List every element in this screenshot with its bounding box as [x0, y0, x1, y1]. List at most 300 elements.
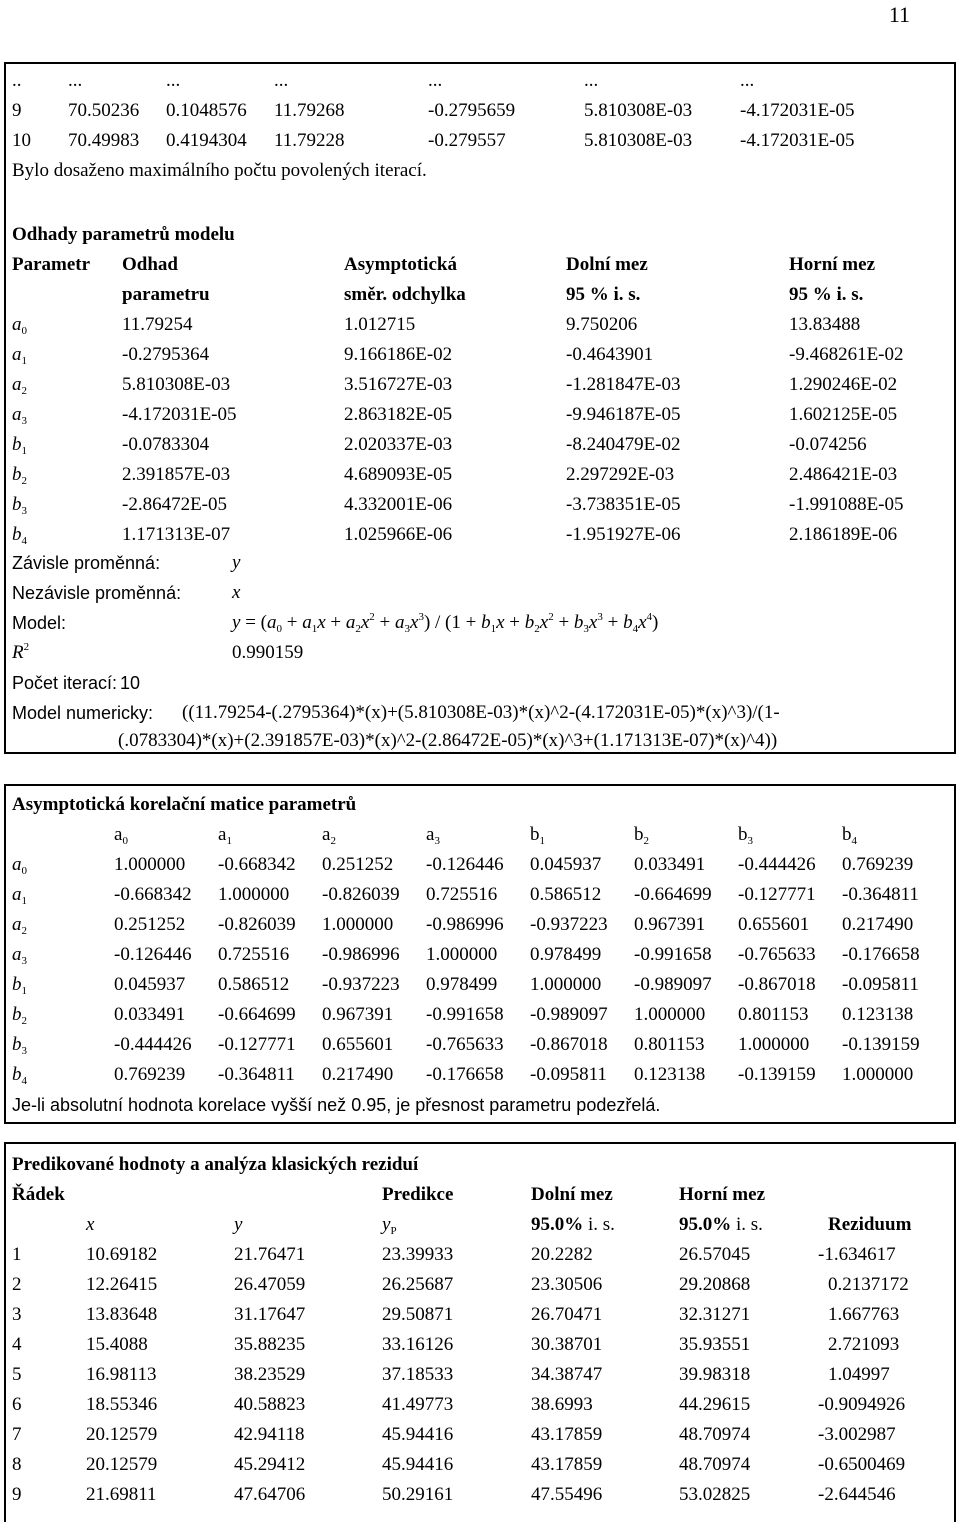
corr-col-index: 2 [643, 835, 649, 847]
corr-col-label [426, 820, 440, 850]
corr-value: 0.769239 [114, 1064, 186, 1085]
corr-row [6, 1000, 946, 1030]
param-letter: a [12, 344, 22, 365]
corr-value: -0.937223 [530, 914, 608, 935]
param-value: 2.391857E-03 [122, 464, 231, 485]
predicted-cell: 35.93551 [679, 1334, 751, 1355]
param-letter: b [12, 464, 22, 485]
iteration-cell: -0.279557 [428, 130, 506, 151]
corr-value: 0.217490 [322, 1064, 394, 1085]
corr-value: 1.000000 [530, 974, 602, 995]
parameters-box [4, 62, 956, 754]
param-index: 3 [21, 415, 27, 427]
iteration-cell: -4.172031E-05 [740, 130, 855, 151]
predicted-cell: 0.2137172 [828, 1274, 909, 1295]
corr-value: 0.655601 [322, 1034, 394, 1055]
header-radek: Řádek [12, 1184, 65, 1205]
corr-value: -0.176658 [426, 1064, 504, 1085]
predicted-cell: 45.94416 [382, 1424, 454, 1445]
param-value: -3.738351E-05 [566, 494, 681, 515]
iteration-cell: ... [428, 70, 443, 91]
header-lower-ci: 95 % i. s. [566, 284, 641, 305]
iteration-cell: -0.2795659 [428, 100, 516, 121]
predicted-cell: 31.17647 [234, 1304, 306, 1325]
param-value: -0.074256 [789, 434, 867, 455]
predicted-cell: -1.634617 [818, 1244, 896, 1265]
dependent-value: y [232, 552, 241, 573]
predicted-cell: 6 [12, 1394, 22, 1415]
params-title-text: Odhady parametrů modelu [12, 224, 235, 245]
predicted-cell: 42.94118 [234, 1424, 305, 1445]
corr-value: -0.095811 [530, 1064, 607, 1085]
corr-value: 0.655601 [738, 914, 810, 935]
iteration-cell: -4.172031E-05 [740, 100, 855, 121]
param-symbol [12, 490, 27, 520]
corr-value: 1.000000 [634, 1004, 706, 1025]
predicted-cell: 3 [12, 1304, 22, 1325]
predicted-cell: 37.18533 [382, 1364, 454, 1385]
iteration-cell: 5.810308E-03 [584, 100, 693, 121]
param-index: 2 [21, 475, 27, 487]
iteration-cell: 9 [12, 100, 22, 121]
corr-row-index: 2 [21, 925, 27, 937]
r2-superscript: 2 [23, 641, 30, 653]
corr-value: 0.725516 [218, 944, 290, 965]
predicted-cell: 21.69811 [86, 1484, 157, 1505]
corr-row-index: 3 [21, 955, 27, 967]
corr-value: -0.867018 [530, 1034, 608, 1055]
corr-row [6, 850, 946, 880]
param-value: -9.468261E-02 [789, 344, 904, 365]
corr-col-index: 1 [539, 835, 545, 847]
corr-row-label [12, 880, 27, 910]
corr-value: -0.095811 [842, 974, 919, 995]
predicted-cell: 40.58823 [234, 1394, 306, 1415]
corr-value: -0.668342 [114, 884, 192, 905]
corr-row [6, 880, 946, 910]
corr-value: -0.664699 [218, 1004, 296, 1025]
predicted-cell: 13.83648 [86, 1304, 158, 1325]
param-value: -1.991088E-05 [789, 494, 904, 515]
predicted-cell: -0.9094926 [818, 1394, 906, 1415]
numeric-model-line-1: ((11.79254-(.2795364)*(x)+(5.810308E-03)*(x)^2-(4.172031E-05)*(x)^3)/(1- [182, 702, 780, 723]
header-predikce: Predikce [382, 1184, 454, 1205]
page-number: 11 [888, 2, 910, 27]
iteration-cell: ... [274, 70, 289, 91]
param-index: 2 [21, 385, 27, 397]
predicted-cell: 38.23529 [234, 1364, 306, 1385]
predicted-cell: 45.94416 [382, 1454, 454, 1475]
corr-value: -0.126446 [114, 944, 192, 965]
numeric-model-line-2: (.0783304)*(x)+(2.391857E-03)*(x)^2-(2.86472E-05)*(x)^3+(1.171313E-07)*(x)^4)) [118, 730, 778, 751]
corr-col-label [842, 820, 857, 850]
param-row [6, 370, 946, 400]
param-index: 0 [21, 325, 27, 337]
corr-row-label [12, 910, 27, 940]
predicted-title-text: Predikované hodnoty a analýza klasických reziduí [12, 1154, 419, 1175]
iteration-cell: ... [166, 70, 181, 91]
corr-value: 0.967391 [634, 914, 706, 935]
corr-col-index: 3 [434, 835, 440, 847]
predicted-cell: 23.39933 [382, 1244, 454, 1265]
corr-value: 0.251252 [114, 914, 186, 935]
corr-value: 0.978499 [426, 974, 498, 995]
corr-value: -0.986996 [426, 914, 504, 935]
col-yp [382, 1210, 397, 1240]
correlation-box [4, 784, 956, 1124]
predicted-cell: -3.002987 [818, 1424, 896, 1445]
predicted-cell: 47.55496 [531, 1484, 603, 1505]
corr-row-label [12, 1060, 27, 1090]
corr-value: -0.826039 [322, 884, 400, 905]
corr-value: 0.801153 [634, 1034, 705, 1055]
predicted-cell: 43.17859 [531, 1424, 603, 1445]
param-index: 1 [21, 355, 27, 367]
predicted-cell: 16.98113 [86, 1364, 157, 1385]
col-y: y [234, 1214, 243, 1235]
corr-value: 0.251252 [322, 854, 394, 875]
corr-value: 0.586512 [530, 884, 602, 905]
predicted-cell: 35.88235 [234, 1334, 306, 1355]
param-symbol [12, 400, 27, 430]
param-row [6, 340, 946, 370]
predicted-cell: 2 [12, 1274, 22, 1295]
r2-value: 0.990159 [232, 642, 304, 663]
correlation-note [12, 1090, 660, 1120]
param-value: -2.86472E-05 [122, 494, 228, 515]
param-value: 1.012715 [344, 314, 416, 335]
corr-row-label [12, 970, 27, 1000]
header-smer-odchylka: směr. odchylka [344, 284, 466, 305]
iteration-cell: 70.50236 [68, 100, 140, 121]
corr-col-label [218, 820, 232, 850]
corr-row-index: 2 [21, 1015, 27, 1027]
corr-col-index: 2 [330, 835, 336, 847]
corr-value: 0.045937 [530, 854, 602, 875]
independent-label: Nezávisle proměnná: [12, 583, 182, 603]
predicted-cell: 48.70974 [679, 1424, 751, 1445]
param-row [6, 430, 946, 460]
param-value: 1.171313E-07 [122, 524, 231, 545]
predicted-cell: 33.16126 [382, 1334, 454, 1355]
corr-value: 0.967391 [322, 1004, 394, 1025]
predicted-cell: 2.721093 [828, 1334, 900, 1355]
param-letter: a [12, 314, 22, 335]
col-upper-is: i. s. [731, 1214, 763, 1235]
header-odhad: Odhad [122, 254, 178, 275]
dependent-variable [6, 548, 946, 578]
corr-value: -0.765633 [738, 944, 816, 965]
param-value: -0.4643901 [566, 344, 654, 365]
corr-value: 0.033491 [114, 1004, 186, 1025]
predicted-title [12, 1150, 418, 1180]
corr-value: 0.978499 [530, 944, 602, 965]
param-value: 2.486421E-03 [789, 464, 898, 485]
corr-value: -0.989097 [634, 974, 712, 995]
corr-row-index: 4 [21, 1075, 27, 1087]
corr-value: -0.664699 [634, 884, 712, 905]
param-symbol [12, 370, 27, 400]
corr-row-letter: b [12, 1004, 22, 1025]
params-title [12, 220, 235, 250]
predicted-cell: 4 [12, 1334, 22, 1355]
corr-col-letter: b [842, 824, 852, 845]
corr-row-label [12, 1030, 27, 1060]
param-value: 3.516727E-03 [344, 374, 453, 395]
header-dolni-mez: Dolní mez [566, 254, 648, 275]
corr-col-letter: b [530, 824, 540, 845]
predicted-cell: 8 [12, 1454, 22, 1475]
r2-label [12, 638, 29, 668]
corr-row [6, 910, 946, 940]
header-pred-lower: Dolní mez [531, 1184, 613, 1205]
corr-value: -0.867018 [738, 974, 816, 995]
predicted-cell: 20.2282 [531, 1244, 593, 1265]
param-value: 9.750206 [566, 314, 638, 335]
predicted-cell: 48.70974 [679, 1454, 751, 1475]
predicted-cell: 5 [12, 1364, 22, 1385]
iteration-cell: ... [68, 70, 83, 91]
corr-value: -0.989097 [530, 1004, 608, 1025]
model-label: Model: [12, 613, 67, 633]
predicted-cell: 26.57045 [679, 1244, 751, 1265]
iteration-count [6, 668, 946, 698]
corr-value: -0.991658 [634, 944, 712, 965]
header-parametr: Parametr [12, 254, 91, 275]
predicted-cell: 21.76471 [234, 1244, 306, 1265]
param-letter: a [12, 374, 22, 395]
predicted-cell: 39.98318 [679, 1364, 751, 1385]
corr-value: 0.033491 [634, 854, 706, 875]
param-value: 4.689093E-05 [344, 464, 453, 485]
corr-value: -0.176658 [842, 944, 920, 965]
param-value: -0.2795364 [122, 344, 210, 365]
predicted-row [6, 1390, 946, 1420]
corr-value: 1.000000 [322, 914, 394, 935]
predicted-cell: 32.31271 [679, 1304, 751, 1325]
col-yp-subscript: P [390, 1225, 397, 1237]
dependent-label: Závisle proměnná: [12, 553, 161, 573]
correlation-note-text: Je-li absolutní hodnota korelace vyšší než 0.95, je přesnost parametru podezřelá. [12, 1095, 661, 1115]
model-formula [6, 608, 946, 638]
param-value: -8.240479E-02 [566, 434, 681, 455]
param-index: 4 [21, 535, 27, 547]
predicted-cell: -2.644546 [818, 1484, 896, 1505]
corr-value: -0.668342 [218, 854, 296, 875]
iteration-count-label: Počet iterací: [12, 673, 118, 693]
corr-row-letter: b [12, 1034, 22, 1055]
col-upper [679, 1210, 763, 1240]
corr-col-index: 3 [747, 835, 753, 847]
corr-value: 0.586512 [218, 974, 290, 995]
predicted-cell: 50.29161 [382, 1484, 454, 1505]
param-letter: a [12, 404, 22, 425]
param-value: 1.290246E-02 [789, 374, 898, 395]
predicted-row [6, 1480, 946, 1510]
corr-value: 0.769239 [842, 854, 914, 875]
param-value: 1.025966E-06 [344, 524, 453, 545]
predicted-cell: 43.17859 [531, 1454, 603, 1475]
predicted-cell: 34.38747 [531, 1364, 603, 1385]
corr-value: -0.364811 [842, 884, 919, 905]
model-equation: $y = (a_0 + a_1x + a_2x^2 + a_3x^3) / (1 + b_1x + b_2x^2 + b_3x^3 + b_4x^4)$ [232, 611, 659, 635]
correlation-title-text: Asymptotická korelační matice parametrů [12, 794, 357, 815]
predicted-cell: 9 [12, 1484, 22, 1505]
corr-value: -0.139159 [738, 1064, 816, 1085]
col-lower [531, 1210, 615, 1240]
corr-value: -0.444426 [114, 1034, 192, 1055]
iteration-row [6, 126, 946, 156]
param-value: 4.332001E-06 [344, 494, 453, 515]
param-value: 2.297292E-03 [566, 464, 675, 485]
corr-value: 0.217490 [842, 914, 914, 935]
param-value: -0.0783304 [122, 434, 210, 455]
corr-col-index: 1 [226, 835, 232, 847]
param-row [6, 310, 946, 340]
corr-col-letter: b [634, 824, 644, 845]
predicted-cell: 18.55346 [86, 1394, 158, 1415]
predicted-cell: 1.04997 [828, 1364, 890, 1385]
corr-row-index: 1 [21, 895, 27, 907]
param-value: 13.83488 [789, 314, 861, 335]
iteration-cell: .. [12, 70, 22, 91]
param-symbol [12, 430, 27, 460]
corr-col-letter: a [114, 824, 123, 845]
corr-row-letter: b [12, 974, 22, 995]
header-parametru: parametru [122, 284, 210, 305]
iteration-note [12, 156, 427, 186]
predicted-row [6, 1300, 946, 1330]
predicted-cell: 47.64706 [234, 1484, 306, 1505]
corr-col-label [530, 820, 545, 850]
params-header-2 [6, 280, 946, 310]
param-symbol [12, 340, 27, 370]
corr-value: -0.986996 [322, 944, 400, 965]
col-upper-pct: 95.0% [679, 1214, 732, 1235]
predicted-cell: 26.47059 [234, 1274, 306, 1295]
predicted-cell: 44.29615 [679, 1394, 751, 1415]
corr-value: 1.000000 [114, 854, 186, 875]
corr-value: 1.000000 [738, 1034, 810, 1055]
col-lower-pct: 95.0% [531, 1214, 584, 1235]
corr-value: -0.364811 [218, 1064, 295, 1085]
corr-row-label [12, 850, 27, 880]
predicted-cell: 41.49773 [382, 1394, 454, 1415]
param-value: 11.79254 [122, 314, 193, 335]
corr-row-letter: a [12, 914, 22, 935]
corr-col-index: 0 [122, 835, 128, 847]
param-symbol [12, 460, 27, 490]
predicted-cell: 26.25687 [382, 1274, 454, 1295]
param-row [6, 460, 946, 490]
numeric-model-label: Model numericky: [12, 703, 154, 723]
corr-col-letter: b [738, 824, 748, 845]
predicted-cell: 29.20868 [679, 1274, 751, 1295]
predicted-header-1 [6, 1180, 946, 1210]
param-value: 1.602125E-05 [789, 404, 898, 425]
numeric-model [6, 698, 946, 728]
iteration-cell: ... [740, 70, 755, 91]
corr-row-letter: b [12, 1064, 22, 1085]
param-value: 2.863182E-05 [344, 404, 453, 425]
corr-value: -0.937223 [322, 974, 400, 995]
corr-value: 1.000000 [842, 1064, 914, 1085]
predicted-row [6, 1450, 946, 1480]
iteration-cell: 5.810308E-03 [584, 130, 693, 151]
corr-value: -0.127771 [738, 884, 816, 905]
iteration-cell: ... [584, 70, 599, 91]
predicted-cell: 7 [12, 1424, 22, 1445]
corr-row [6, 1060, 946, 1090]
col-lower-is: i. s. [583, 1214, 615, 1235]
corr-col-label [322, 820, 336, 850]
predicted-cell: 20.12579 [86, 1454, 158, 1475]
r-squared [6, 638, 946, 668]
predicted-cell: 29.50871 [382, 1304, 454, 1325]
corr-value: -0.444426 [738, 854, 816, 875]
corr-col-label [738, 820, 753, 850]
param-value: 2.186189E-06 [789, 524, 898, 545]
corr-col-index: 4 [851, 835, 857, 847]
corr-value: 0.725516 [426, 884, 498, 905]
param-letter: b [12, 434, 22, 455]
correlation-header [6, 820, 946, 850]
header-asymptoticka: Asymptotická [344, 254, 457, 275]
iteration-note-text: Bylo dosaženo maximálního počtu povolených iterací. [12, 160, 427, 181]
predicted-cell: 10.69182 [86, 1244, 158, 1265]
predicted-cell: 30.38701 [531, 1334, 603, 1355]
param-letter: b [12, 494, 22, 515]
corr-row [6, 940, 946, 970]
iteration-cell: 11.79268 [274, 100, 345, 121]
corr-row-label [12, 1000, 27, 1030]
iteration-count-value: 10 [120, 673, 141, 693]
corr-value: -0.126446 [426, 854, 504, 875]
header-pred-upper: Horní mez [679, 1184, 766, 1205]
iteration-cell: 10 [12, 130, 31, 151]
corr-col-label [634, 820, 649, 850]
predicted-cell: 53.02825 [679, 1484, 751, 1505]
param-symbol [12, 520, 27, 550]
corr-col-label [114, 820, 128, 850]
param-symbol [12, 310, 27, 340]
iteration-row [6, 96, 946, 126]
corr-value: -0.991658 [426, 1004, 504, 1025]
param-value: 5.810308E-03 [122, 374, 231, 395]
numeric-model-cont [6, 726, 946, 756]
predicted-cell: -0.6500469 [818, 1454, 906, 1475]
param-row [6, 400, 946, 430]
corr-value: 0.123138 [634, 1064, 706, 1085]
corr-value: -0.765633 [426, 1034, 504, 1055]
corr-col-letter: a [426, 824, 435, 845]
param-letter: b [12, 524, 22, 545]
param-value: -1.281847E-03 [566, 374, 681, 395]
predicted-header-2 [6, 1210, 946, 1240]
independent-variable [6, 578, 946, 608]
col-reziduum: Reziduum [828, 1214, 912, 1235]
corr-value: -0.127771 [218, 1034, 296, 1055]
corr-value: -0.826039 [218, 914, 296, 935]
params-header-1 [6, 250, 946, 280]
correlation-title [12, 790, 356, 820]
param-row [6, 520, 946, 550]
col-x: x [86, 1214, 95, 1235]
param-index: 1 [21, 445, 27, 457]
predicted-row [6, 1240, 946, 1270]
corr-row-label [12, 940, 27, 970]
corr-row-letter: a [12, 854, 22, 875]
